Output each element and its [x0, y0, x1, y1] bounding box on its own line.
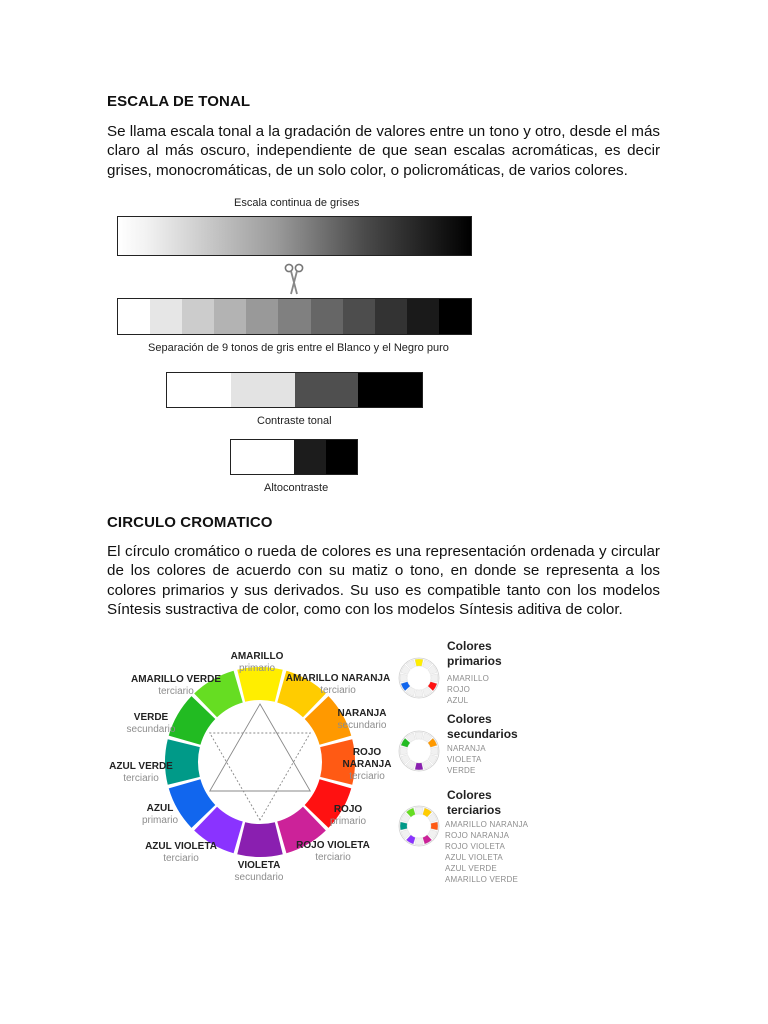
label-azul-verde: AZUL VERDE terciario	[109, 761, 173, 784]
high-contrast-step-0	[231, 440, 263, 474]
escala-tonal-paragraph: Se llama escala tonal a la gradación de valores entre un tono y otro, desde el más claro al más oscuro, independiente de que sean escalas acromáticas, es decir grises, monocromáticas, de un solo color, o policromáticas, de varios colores.	[107, 123, 660, 179]
label-rojo-naranja: ROJO NARANJA terciario	[342, 747, 392, 782]
contrast-step-1	[231, 373, 295, 407]
gray-step-8	[375, 299, 407, 334]
label-violeta: VIOLETA secundario	[234, 860, 284, 883]
mini-segment-rojo-naranja	[431, 674, 438, 682]
label-amarillo-naranja: AMARILLO NARANJA terciario	[285, 673, 391, 696]
caption-continuous-scale: Escala continua de grises	[234, 197, 360, 209]
mini-segment-violeta	[415, 763, 423, 770]
primary-triangle	[210, 704, 310, 791]
legend-title-primarios: Colores primarios	[447, 639, 502, 668]
label-amarillo-verde: AMARILLO VERDE terciario	[131, 674, 221, 697]
contrast-step-3	[358, 373, 422, 407]
caption-contrast-tonal: Contraste tonal	[257, 415, 332, 427]
mini-segment-violeta	[415, 838, 423, 845]
section-heading-escala-tonal: ESCALA DE TONAL	[107, 93, 251, 110]
label-azul-violeta: AZUL VIOLETA terciario	[145, 841, 217, 864]
mini-segment-azul-verde	[400, 747, 407, 755]
legend-title-terciarios: Colores terciarios	[447, 788, 502, 817]
caption-altocontraste: Altocontraste	[264, 482, 329, 494]
mini-wheel-secundarios	[397, 729, 441, 773]
wheel-segment-violeta	[237, 822, 282, 857]
high-contrast-step-1	[263, 440, 295, 474]
gray-step-7	[343, 299, 375, 334]
gray-step-9	[407, 299, 439, 334]
legend-items-terciarios: AMARILLO NARANJA ROJO NARANJA ROJO VIOLETA AZUL VIOLETA AZUL VERDE AMARILLO VERDE	[445, 820, 529, 884]
mini-segment-azul-verde	[400, 822, 407, 830]
tonal-contrast-scale	[166, 372, 423, 408]
caption-nine-tones: Separación de 9 tonos de gris entre el Blanco y el Negro puro	[148, 342, 449, 354]
gray-steps-scale	[117, 298, 472, 335]
mini-segment-azul-verde	[400, 674, 407, 682]
high-contrast-step-2	[294, 440, 326, 474]
label-verde: VERDE secundario	[126, 712, 176, 735]
section-heading-circulo-cromatico: CIRCULO CROMATICO	[107, 514, 273, 531]
label-rojo-violeta: ROJO VIOLETA terciario	[296, 840, 370, 863]
scissors-icon	[284, 262, 304, 296]
legend-title-secundarios: Colores secundarios	[447, 712, 518, 741]
gray-step-1	[150, 299, 182, 334]
secondary-triangle	[210, 733, 310, 820]
gray-step-3	[214, 299, 246, 334]
legend-items-primarios: AMARILLO ROJO AZUL	[447, 674, 490, 705]
contrast-step-0	[167, 373, 231, 407]
legend-items-secundarios: NARANJA VIOLETA VERDE	[447, 744, 486, 775]
mini-segment-amarillo	[415, 807, 423, 814]
circulo-cromatico-paragraph: El círculo cromático o rueda de colores es una representación ordenada y circular de los colores de acuerdo con su matiz o tono, en donde se representa a los colores primarios y sus derivados. Su uso es compatible tanto con los modelos Síntesis sustractiva de color, como con los modelos Síntesis aditiva de color.	[107, 543, 660, 618]
gray-step-2	[182, 299, 214, 334]
mini-segment-amarillo	[415, 732, 423, 739]
label-rojo: ROJO primario	[329, 804, 367, 827]
label-azul: AZUL primario	[141, 803, 179, 826]
label-amarillo: AMARILLO primario	[230, 651, 284, 674]
mini-segment-amarillo	[415, 659, 423, 666]
high-contrast-step-3	[326, 440, 358, 474]
mini-segment-violeta	[415, 690, 423, 697]
mini-wheel-terciarios	[397, 804, 441, 848]
gray-step-4	[246, 299, 278, 334]
mini-wheel-primarios	[397, 656, 441, 700]
gray-step-6	[311, 299, 343, 334]
continuous-gray-scale	[117, 216, 472, 256]
mini-segment-rojo-naranja	[431, 747, 438, 755]
mini-segment-rojo-naranja	[431, 822, 438, 830]
label-naranja: NARANJA secundario	[337, 708, 387, 731]
high-contrast-scale	[230, 439, 358, 475]
contrast-step-2	[295, 373, 359, 407]
gray-step-5	[278, 299, 310, 334]
gray-step-10	[439, 299, 471, 334]
gray-step-0	[118, 299, 150, 334]
